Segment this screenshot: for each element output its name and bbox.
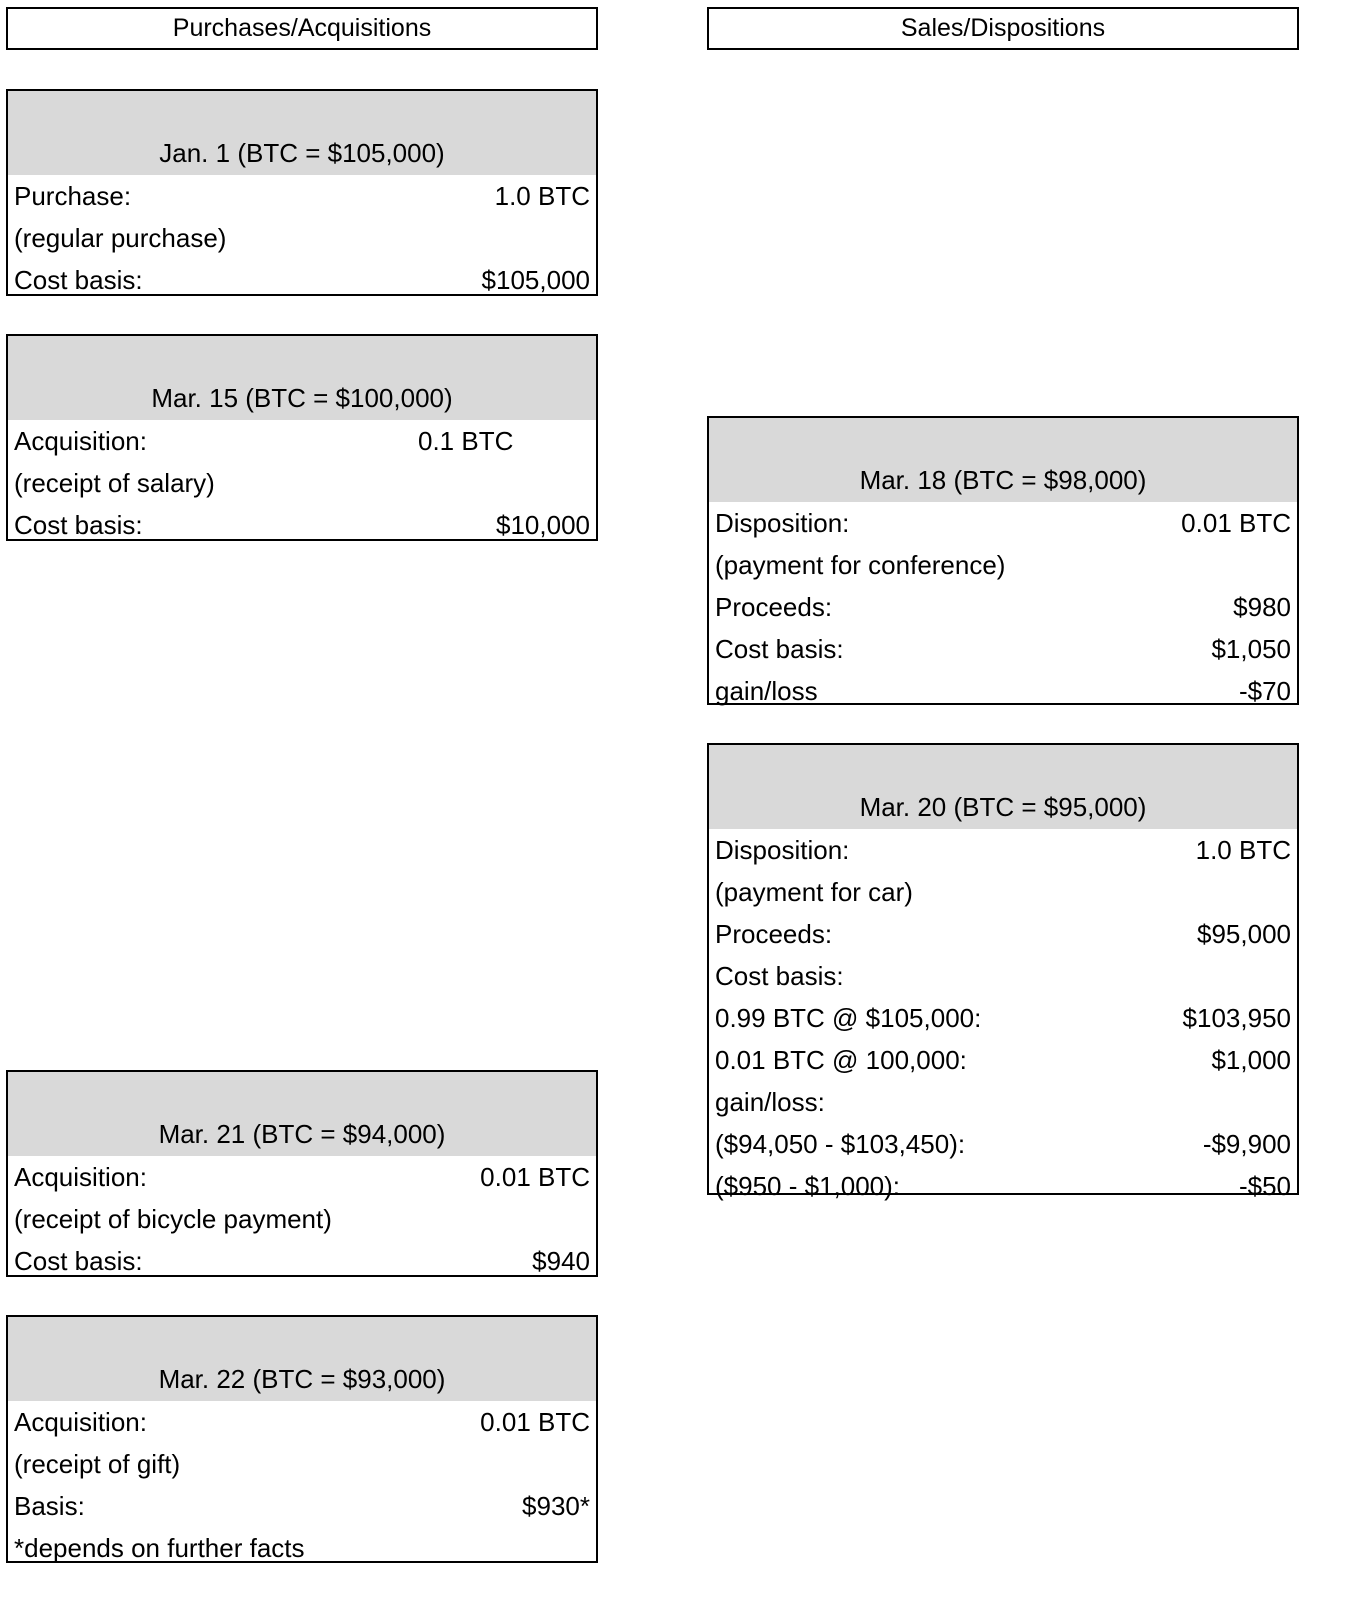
card-row bbox=[709, 670, 1297, 712]
card-mar-15-acquisition bbox=[6, 334, 598, 541]
card-row bbox=[8, 462, 596, 504]
row-label: Disposition: bbox=[715, 508, 850, 538]
row-label: (receipt of salary) bbox=[14, 468, 215, 498]
card-row bbox=[709, 1165, 1297, 1207]
row-label: Cost basis: bbox=[14, 265, 143, 295]
card-row bbox=[8, 1527, 596, 1569]
card-row bbox=[8, 1198, 596, 1240]
row-value: 1.0 BTC bbox=[1195, 835, 1291, 865]
row-value: 1.0 BTC bbox=[494, 181, 590, 211]
row-label: (regular purchase) bbox=[14, 223, 227, 253]
row-label: ($94,050 - $103,450): bbox=[715, 1129, 966, 1159]
row-label: Purchase: bbox=[14, 181, 132, 211]
row-value: $103,950 bbox=[1182, 1003, 1291, 1033]
row-label: gain/loss: bbox=[715, 1087, 825, 1117]
row-value: $1,000 bbox=[1211, 1045, 1291, 1075]
row-value: 0.01 BTC bbox=[480, 1407, 590, 1437]
card-date-header: Mar. 18 (BTC = $98,000) bbox=[709, 418, 1297, 502]
row-label: ($950 - $1,000): bbox=[715, 1171, 901, 1201]
row-value: -$70 bbox=[1238, 676, 1291, 706]
row-value: $95,000 bbox=[1197, 919, 1291, 949]
card-date-header: Mar. 15 (BTC = $100,000) bbox=[8, 336, 596, 420]
row-label: Cost basis: bbox=[715, 961, 844, 991]
row-value: $1,050 bbox=[1211, 634, 1291, 664]
row-label: gain/loss bbox=[715, 676, 818, 706]
row-value: $980 bbox=[1233, 592, 1291, 622]
card-row bbox=[709, 544, 1297, 586]
card-row bbox=[8, 1443, 596, 1485]
card-mar-20-disposition bbox=[707, 743, 1299, 1201]
card-row bbox=[8, 175, 596, 217]
card-row bbox=[709, 628, 1297, 670]
row-label: 0.99 BTC @ $105,000: bbox=[715, 1003, 982, 1033]
row-label: (receipt of bicycle payment) bbox=[14, 1204, 332, 1234]
row-label: (payment for car) bbox=[715, 877, 913, 907]
card-mar-22-acquisition bbox=[6, 1315, 598, 1563]
card-row bbox=[709, 997, 1297, 1039]
card-mar-21-acquisition bbox=[6, 1070, 598, 1277]
card-row bbox=[709, 913, 1297, 955]
card-row bbox=[709, 502, 1297, 544]
row-value: -$9,900 bbox=[1202, 1129, 1291, 1159]
card-row bbox=[8, 504, 596, 546]
row-label: Proceeds: bbox=[715, 592, 833, 622]
card-date-header: Jan. 1 (BTC = $105,000) bbox=[8, 91, 596, 175]
row-value: 0.01 BTC bbox=[480, 1162, 590, 1192]
row-value: $940 bbox=[532, 1246, 590, 1276]
row-label: Proceeds: bbox=[715, 919, 833, 949]
card-mar-18-disposition bbox=[707, 416, 1299, 705]
card-date-header: Mar. 20 (BTC = $95,000) bbox=[709, 745, 1297, 829]
row-label: Acquisition: bbox=[14, 426, 147, 456]
row-value: 0.1 BTC bbox=[418, 426, 514, 456]
sales-column-header: Sales/Dispositions bbox=[707, 7, 1299, 50]
card-jan-1-purchase bbox=[6, 89, 598, 296]
card-row bbox=[8, 1485, 596, 1527]
row-label: Basis: bbox=[14, 1491, 85, 1521]
row-value: 0.01 BTC bbox=[1181, 508, 1291, 538]
row-label: (payment for conference) bbox=[715, 550, 1006, 580]
card-row bbox=[8, 217, 596, 259]
row-value: -$50 bbox=[1238, 1171, 1291, 1201]
card-row bbox=[8, 420, 596, 462]
card-row bbox=[709, 586, 1297, 628]
row-label: Cost basis: bbox=[14, 1246, 143, 1276]
row-value: $930* bbox=[522, 1491, 590, 1521]
row-value: $105,000 bbox=[481, 265, 590, 295]
card-row bbox=[709, 871, 1297, 913]
row-label: Acquisition: bbox=[14, 1162, 147, 1192]
row-label: Cost basis: bbox=[14, 510, 143, 540]
card-row bbox=[8, 1240, 596, 1282]
row-label: Acquisition: bbox=[14, 1407, 147, 1437]
row-label: (receipt of gift) bbox=[14, 1449, 181, 1479]
row-label: Disposition: bbox=[715, 835, 850, 865]
card-row bbox=[709, 1123, 1297, 1165]
card-row bbox=[709, 829, 1297, 871]
card-row bbox=[709, 1039, 1297, 1081]
footnote: *depends on further facts bbox=[14, 1533, 305, 1563]
card-row bbox=[8, 1156, 596, 1198]
row-label: 0.01 BTC @ 100,000: bbox=[715, 1045, 967, 1075]
row-value: $10,000 bbox=[496, 510, 590, 540]
card-row bbox=[8, 1401, 596, 1443]
row-label: Cost basis: bbox=[715, 634, 844, 664]
card-row bbox=[709, 955, 1297, 997]
card-date-header: Mar. 21 (BTC = $94,000) bbox=[8, 1072, 596, 1156]
purchases-column-header: Purchases/Acquisitions bbox=[6, 7, 598, 50]
card-row bbox=[709, 1081, 1297, 1123]
card-row bbox=[8, 259, 596, 301]
card-date-header: Mar. 22 (BTC = $93,000) bbox=[8, 1317, 596, 1401]
